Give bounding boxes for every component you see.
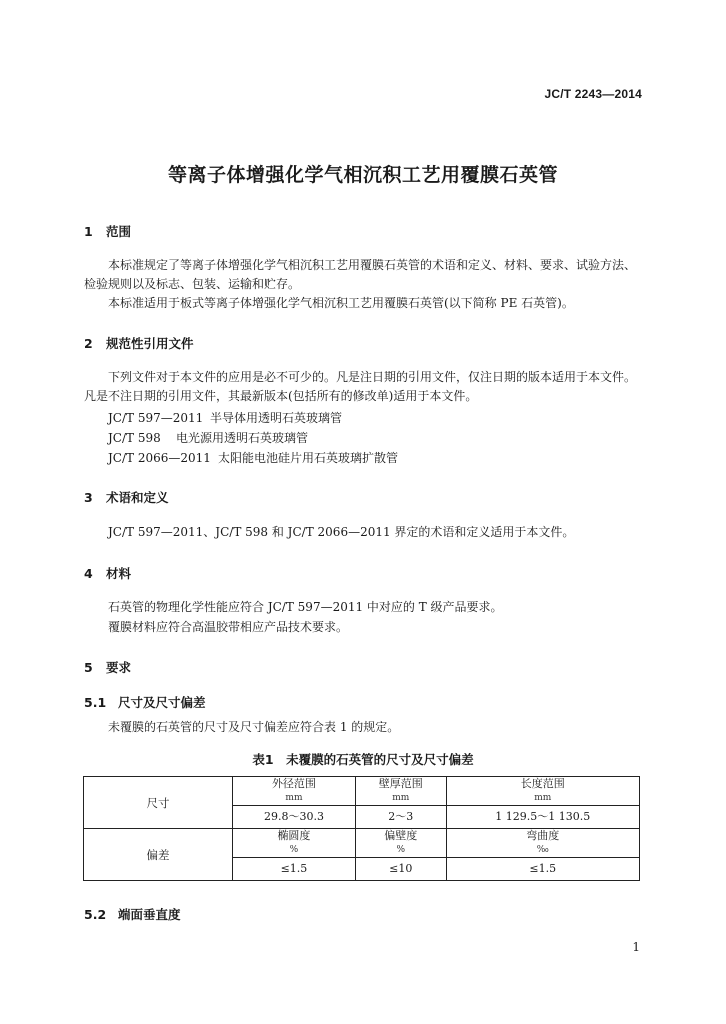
row-label-tolerance: 偏差 [84,829,233,881]
table-cell: ≤10 [355,858,446,881]
section-5-1-heading [84,693,206,711]
reference-item [108,429,308,446]
header-unit: mm [534,793,552,803]
section-title: 端面垂直度 [118,907,181,922]
section-title: 要求 [106,660,132,675]
row-label-size: 尺寸 [84,777,233,829]
section-number: 5 [84,660,93,675]
header-name: 椭圆度 [277,829,311,842]
table-row [84,829,640,858]
header-name: 壁厚范围 [378,777,423,790]
section-number: 5.1 [84,695,107,710]
table-cell: 2～3 [355,806,446,829]
table-cell: 1 129.5～1 130.5 [446,806,639,829]
table-row [84,777,640,806]
header-name: 偏壁度 [384,829,418,842]
header-name: 长度范围 [520,777,565,790]
reference-code: JC/T 597—2011 [108,411,204,425]
table-cell: ≤1.5 [233,858,356,881]
paragraph: 本标准适用于板式等离子体增强化学气相沉积工艺用覆膜石英管(以下简称 PE 石英管)。 [108,296,574,310]
section-1-heading [84,222,131,240]
header-unit: mm [285,793,303,803]
section-title: 尺寸及尺寸偏差 [118,695,206,710]
section-title: 范围 [106,224,132,239]
section-title: 术语和定义 [106,490,169,505]
paragraph: 覆膜材料应符合高温胶带相应产品技术要求。 [108,620,349,634]
section-number: 4 [84,566,93,581]
table-header-cell [233,777,356,806]
reference-name: 电光源用透明石英玻璃管 [176,431,309,445]
paragraph: 检验规则以及标志、包装、运输和贮存。 [84,277,301,291]
reference-name: 半导体用透明石英玻璃管 [210,411,343,425]
section-number: 3 [84,490,93,505]
table-header-cell [446,829,639,858]
header-unit: % [396,845,405,855]
header-unit: ‰ [536,845,549,855]
table-header-cell [446,777,639,806]
table-cell: ≤1.5 [446,858,639,881]
reference-item [108,449,398,466]
section-2-heading [84,334,194,352]
section-title: 规范性引用文件 [106,336,194,351]
section-4-heading [84,564,131,582]
table-header-cell [355,777,446,806]
header-name: 弯曲度 [526,829,560,842]
section-5-2-heading [84,905,181,923]
paragraph: 下列文件对于本文件的应用是必不可少的。凡是注日期的引用文件，仅注日期的版本适用于本文件。 [108,370,637,384]
table-cell: 29.8～30.3 [233,806,356,829]
paragraph: 凡是不注日期的引用文件，其最新版本(包括所有的修改单)适用于本文件。 [84,389,478,403]
header-unit: mm [392,793,410,803]
size-tolerance-table [83,776,640,881]
section-number: 1 [84,224,93,239]
table-header-cell [233,829,356,858]
document-title: 等离子体增强化学气相沉积工艺用覆膜石英管 [167,164,558,186]
paragraph: JC/T 597—2011、JC/T 598 和 JC/T 2066—2011 界定的术语和定义适用于本文件。 [108,525,575,539]
header-unit: % [289,845,299,855]
reference-code: JC/T 598 [108,431,161,445]
table-caption: 表1 未覆膜的石英管的尺寸及尺寸偏差 [252,752,474,767]
reference-name: 太阳能电池硅片用石英玻璃扩散管 [218,451,399,465]
standard-code: JC/T 2243—2014 [544,87,642,101]
section-3-heading [84,488,169,506]
paragraph: 未覆膜的石英管的尺寸及尺寸偏差应符合表 1 的规定。 [108,720,400,734]
section-5-heading [84,658,131,676]
section-number: 5.2 [84,907,107,922]
section-number: 2 [84,336,93,351]
header-name: 外径范围 [271,777,316,790]
paragraph: 石英管的物理化学性能应符合 JC/T 597—2011 中对应的 T 级产品要求。 [108,600,503,614]
page-number: 1 [632,940,640,954]
reference-code: JC/T 2066—2011 [108,451,211,465]
reference-item [108,409,342,426]
section-title: 材料 [106,566,132,581]
paragraph: 本标准规定了等离子体增强化学气相沉积工艺用覆膜石英管的术语和定义、材料、要求、试验方法、 [108,258,637,272]
table-header-cell [355,829,446,858]
